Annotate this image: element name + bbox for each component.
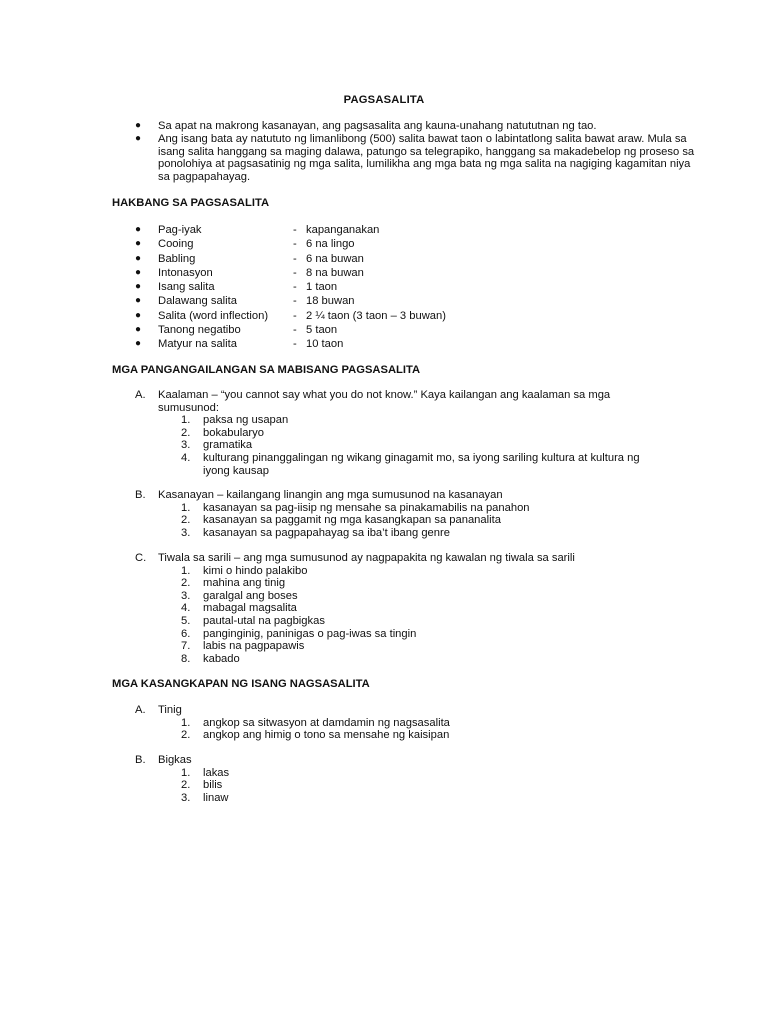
stage-value: 10 taon [306, 338, 344, 351]
intro-bullet [135, 133, 695, 183]
numbered-item [181, 640, 655, 653]
stage-value: 6 na lingo [306, 238, 355, 251]
item-text: kimi o hindo palakibo [203, 564, 308, 577]
stage-label: Matyur na salita [158, 338, 237, 351]
numbered-list [181, 565, 655, 666]
item-text: linaw [203, 791, 229, 804]
item-text: bokabularyo [203, 426, 264, 439]
tools-section-b [135, 754, 655, 804]
item-number: 6. [181, 627, 191, 640]
item-number: 1. [181, 766, 191, 779]
stage-row [135, 310, 635, 324]
numbered-item [181, 615, 655, 628]
item-text: Bigkas [158, 754, 192, 766]
stage-row [135, 338, 635, 352]
numbered-item [181, 717, 655, 730]
item-text: pautal-utal na pagbigkas [203, 614, 325, 627]
item-text: lakas [203, 766, 230, 779]
numbered-item [181, 602, 655, 615]
numbered-list [181, 414, 655, 477]
item-text: Tiwala sa sarili – ang mga sumusunod ay nagpapakita ng kawalan ng tiwala sa sarili [158, 552, 575, 564]
item-letter: C. [135, 552, 147, 564]
item-number: 3. [181, 791, 191, 804]
item-text: mahina ang tinig [203, 577, 286, 590]
item-number: 2. [181, 426, 191, 439]
item-text: Kasanayan – kailangang linangin ang mga sumusunod na kasanayan [158, 489, 503, 501]
numbered-item [181, 767, 655, 780]
item-number: 5. [181, 614, 191, 627]
stage-dash: - [293, 238, 297, 251]
item-text: panginginig, paninigas o pag-iwas sa tingin [203, 627, 417, 640]
numbered-item [181, 792, 655, 805]
item-number: 3. [181, 439, 191, 452]
numbered-item [181, 514, 655, 527]
numbered-item [181, 729, 655, 742]
bullet-icon: ● [135, 252, 142, 264]
stage-row [135, 238, 635, 252]
numbered-list [181, 767, 655, 805]
stage-value: 1 taon [306, 281, 338, 294]
heading-tools: MGA KASANGKAPAN NG ISANG NAGSASALITA [112, 678, 370, 690]
stage-label: Dalawang salita [158, 295, 237, 308]
stage-value: 6 na buwan [306, 252, 364, 265]
item-text: gramatika [203, 439, 253, 452]
needs-section-b [135, 489, 655, 539]
numbered-item [181, 427, 655, 440]
item-text: Kaalaman – “you cannot say what you do not know.” Kaya kailangan ang kaalaman sa mga sumusunod: [158, 389, 611, 414]
bullet-icon: ● [135, 120, 142, 131]
numbered-list [181, 717, 655, 742]
item-text: angkop sa sitwasyon at damdamin ng nagsasalita [203, 716, 450, 729]
stage-dash: - [293, 324, 297, 337]
numbered-list [181, 502, 655, 540]
item-number: 2. [181, 514, 191, 527]
stage-row [135, 224, 635, 238]
item-text: kasanayan sa pag-iisip ng mensahe sa pinakamabilis na panahon [203, 501, 530, 514]
stage-label: Babling [158, 252, 196, 265]
bullet-icon: ● [135, 281, 142, 293]
stage-row [135, 267, 635, 281]
lettered-item [135, 754, 655, 767]
numbered-item [181, 653, 655, 666]
item-number: 3. [181, 526, 191, 539]
stage-value: 18 buwan [306, 295, 355, 308]
item-number: 4. [181, 451, 191, 464]
intro-text: Ang isang bata ay natututo ng limanlibong (500) salita bawat taon o labintatlong salita bawat araw. Mula sa isang salita hanggang sa maging dalawa, patungo sa telegrapiko, hanggang sa makadebelop ng proseso sa ponolohiya at pagsasatinig ng mga salita, lumilikha ang mga bata ng mga salita na nagiging kagamitan niya sa pagpapahayag. [158, 133, 695, 183]
numbered-item [181, 565, 655, 578]
stage-label: Pag-iyak [158, 224, 202, 236]
bullet-icon: ● [135, 309, 142, 321]
bullet-icon: ● [135, 266, 142, 278]
item-text: kasanayan sa paggamit ng mga kasangkapan sa pananalita [203, 514, 501, 527]
numbered-item [181, 414, 655, 427]
item-text: paksa ng usapan [203, 414, 289, 427]
stage-dash: - [293, 252, 297, 265]
item-text: kasanayan sa pagpapahayag sa iba’t ibang genre [203, 526, 450, 539]
stage-value: 2 ¼ taon (3 taon – 3 buwan) [306, 309, 446, 322]
tools-section-a [135, 704, 655, 742]
item-number: 3. [181, 589, 191, 602]
item-number: 1. [181, 501, 191, 514]
stage-row [135, 281, 635, 295]
item-letter: A. [135, 389, 146, 401]
stages-list [135, 224, 635, 353]
stage-dash: - [293, 281, 297, 294]
item-text: labis na pagpapawis [203, 640, 305, 653]
stage-value: 5 taon [306, 324, 338, 337]
lettered-item [135, 489, 655, 502]
numbered-item [181, 628, 655, 641]
item-text: angkop ang himig o tono sa mensahe ng kaisipan [203, 729, 450, 742]
bullet-icon: ● [135, 295, 142, 307]
item-number: 2. [181, 729, 191, 742]
item-letter: B. [135, 754, 146, 766]
stage-row [135, 324, 635, 338]
numbered-item [181, 527, 655, 540]
stage-value: kapanganakan [306, 224, 380, 236]
intro-bullet [135, 120, 695, 133]
intro-text: Sa apat na makrong kasanayan, ang pagsasalita ang kauna-unahang natututnan ng tao. [158, 120, 597, 132]
stage-row [135, 295, 635, 309]
item-text: garalgal ang boses [203, 589, 298, 602]
heading-needs: MGA PANGANGAILANGAN SA MABISANG PAGSASALITA [112, 364, 421, 376]
needs-section-a [135, 389, 655, 477]
stage-dash: - [293, 266, 297, 279]
stage-label: Isang salita [158, 281, 215, 294]
item-number: 2. [181, 577, 191, 590]
stage-dash: - [293, 295, 297, 308]
item-number: 1. [181, 414, 191, 427]
stage-dash: - [293, 309, 297, 322]
bullet-icon: ● [135, 238, 142, 250]
lettered-item [135, 389, 655, 414]
numbered-item [181, 439, 655, 452]
item-number: 2. [181, 779, 191, 792]
bullet-icon: ● [135, 338, 142, 350]
lettered-item [135, 552, 655, 565]
stage-row [135, 253, 635, 267]
numbered-item [181, 590, 655, 603]
stage-dash: - [293, 338, 297, 351]
numbered-item [181, 502, 655, 515]
item-text: kulturang pinanggalingan ng wikang ginagamit mo, sa iyong sariling kultura at kultura ng iyong kausap [203, 451, 640, 477]
stage-value: 8 na buwan [306, 266, 364, 279]
item-letter: A. [135, 704, 146, 716]
intro-bullets [135, 120, 695, 184]
numbered-item [181, 577, 655, 590]
numbered-item [181, 779, 655, 792]
item-number: 8. [181, 652, 191, 665]
stage-label: Salita (word inflection) [158, 309, 269, 322]
item-text: Tinig [158, 704, 182, 716]
item-number: 4. [181, 602, 191, 615]
lettered-item [135, 704, 655, 717]
page-title: PAGSASALITA [343, 94, 425, 106]
item-number: 7. [181, 640, 191, 653]
item-letter: B. [135, 489, 146, 501]
stage-label: Cooing [158, 238, 194, 251]
bullet-icon: ● [135, 133, 142, 145]
numbered-item [181, 452, 655, 477]
item-text: bilis [203, 779, 223, 792]
stage-dash: - [293, 224, 297, 236]
item-text: mabagal magsalita [203, 602, 297, 615]
heading-stages: HAKBANG SA PAGSASALITA [112, 197, 270, 209]
stage-label: Tanong negatibo [158, 324, 241, 337]
bullet-icon: ● [135, 324, 142, 336]
bullet-icon: ● [135, 224, 142, 235]
stage-label: Intonasyon [158, 266, 213, 279]
item-text: kabado [203, 652, 240, 665]
item-number: 1. [181, 564, 191, 577]
item-number: 1. [181, 716, 191, 729]
needs-section-c [135, 552, 655, 665]
